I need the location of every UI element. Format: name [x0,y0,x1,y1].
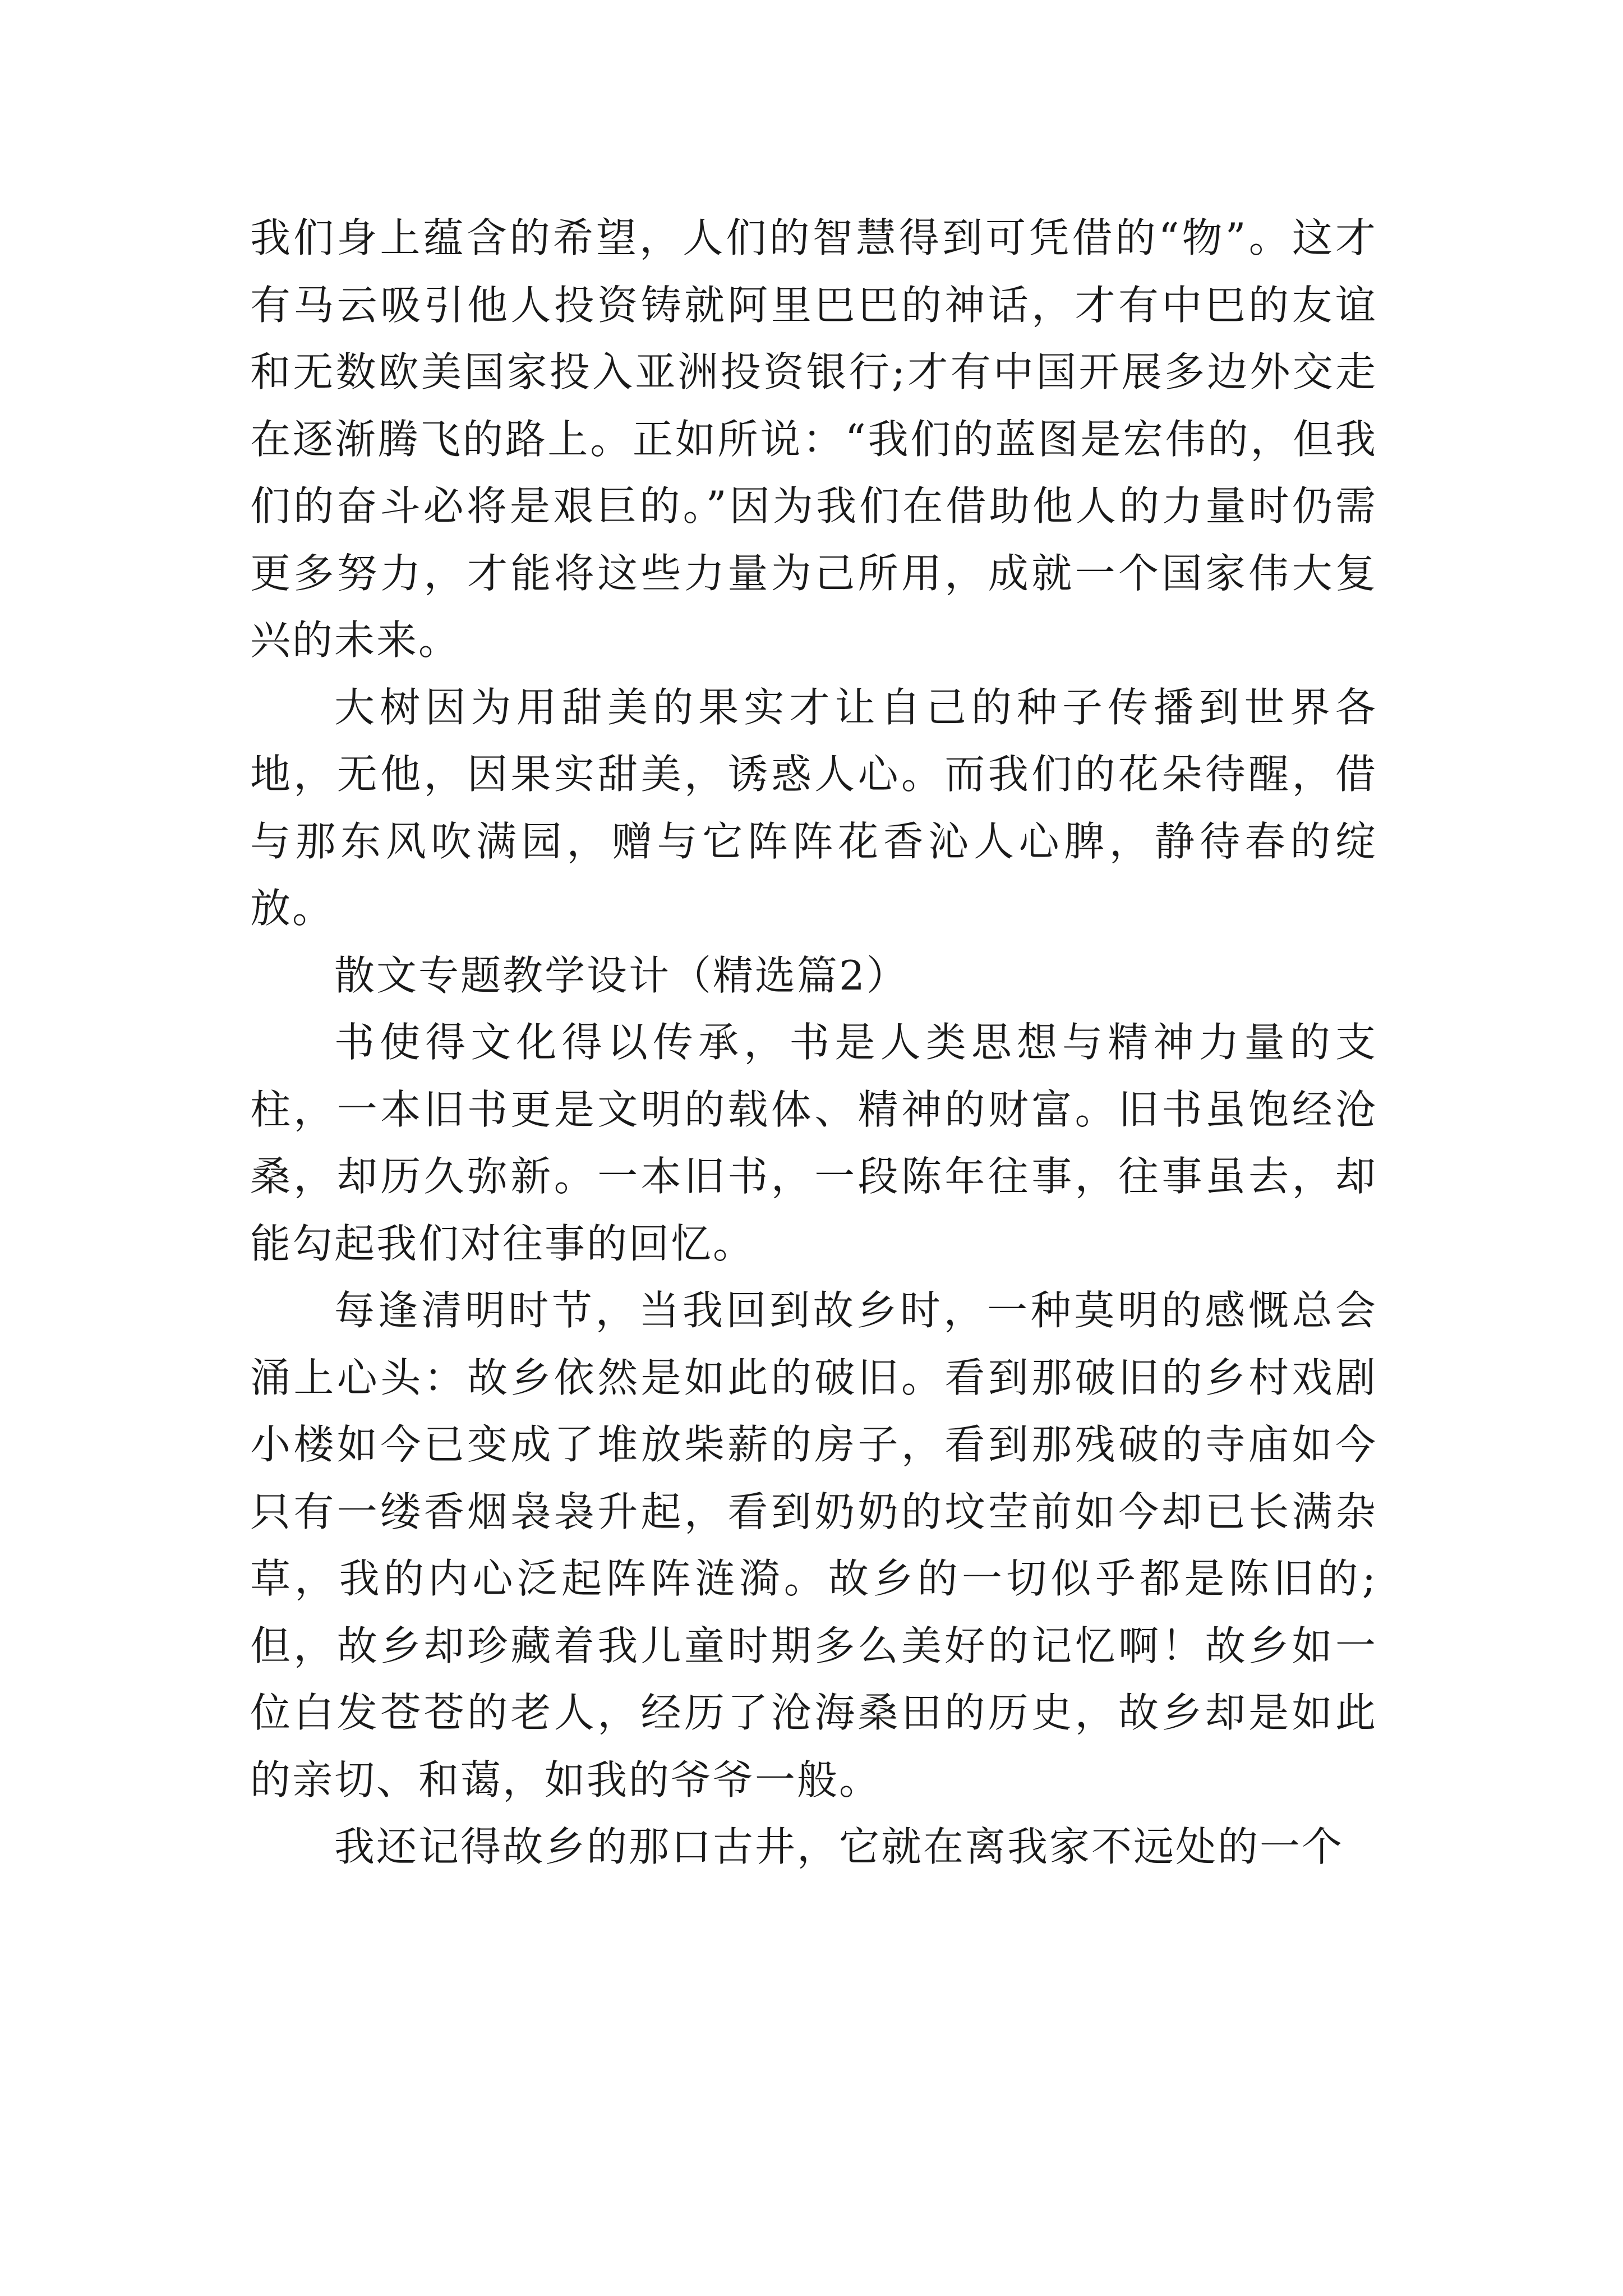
section-heading: 散文专题教学设计（精选篇2） [334,951,909,999]
document-body [250,205,1377,1881]
paragraph-continuation: 我们身上蕴含的希望，人们的智慧得到可凭借的“物”。这才有马云吸引他人投资铸就阿里巴巴的神话，才有中巴的友谊和无数欧美国家投入亚洲投资银行;才有中国开展多边外交走在逐渐腾飞的路上。正如所说：“我们的蓝图是宏伟的，但我们的奋斗必将是艰巨的。”因为我们在借助他人的力量时仍需更多努力，才能将这些力量为己所用，成就一个国家伟大复兴的未来。 [250,214,1377,664]
paragraph-well: 我还记得故乡的那口古井，它就在离我家不远处的一个 [334,1823,1344,1870]
paragraph-hometown: 每逢清明时节，当我回到故乡时，一种莫明的感慨总会涌上心头：故乡依然是如此的破旧。看到那破旧的乡村戏剧小楼如今已变成了堆放柴薪的房子，看到那残破的寺庙如今只有一缕香烟袅袅升起，看到奶奶的坟茔前如今却已长满杂草，我的内心泛起阵阵涟漪。故乡的一切似乎都是陈旧的;但，故乡却珍藏着我儿童时期多么美好的记忆啊！故乡如一位白发苍苍的老人，经历了沧海桑田的历史，故乡却是如此的亲切、和蔼，如我的爷爷一般。 [250,1287,1377,1803]
paragraph-tree: 大树因为用甜美的果实才让自己的种子传播到世界各地，无他，因果实甜美，诱惑人心。而我们的花朵待醒，借与那东风吹满园，赠与它阵阵花香沁人心脾，静待春的绽放。 [250,683,1377,932]
paragraph-books: 书使得文化得以传承，书是人类思想与精神力量的支柱，一本旧书更是文明的载体、精神的财富。旧书虽饱经沧桑，却历久弥新。一本旧书，一段陈年往事，往事虽去，却能勾起我们对往事的回忆。 [250,1019,1377,1267]
